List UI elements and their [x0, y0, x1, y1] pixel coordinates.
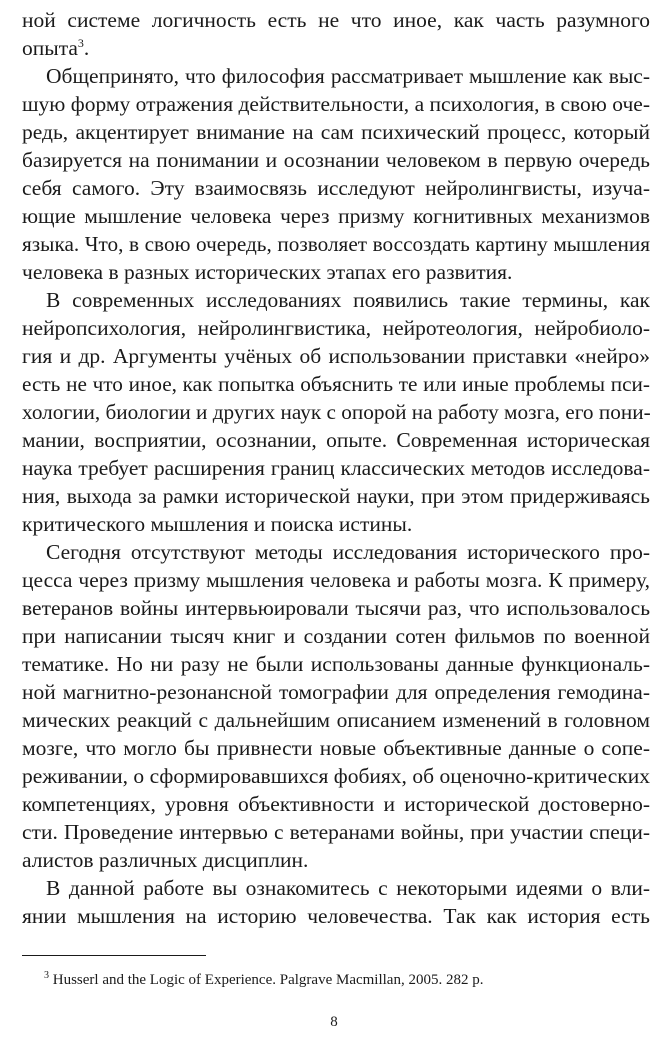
text-line: опыта$^3$. — [22, 35, 90, 60]
text-line: ной магнитно-резонансной томографии для определения гемодина- — [22, 680, 650, 704]
footnote-divider — [22, 955, 206, 956]
text-line: цесса через призму мышления человека и работы мозга. К примеру, — [22, 568, 650, 592]
text-line: себя самого. Эту взаимосвязь исследуют нейролингвисты, изуча- — [22, 176, 650, 200]
text-line: янии мышления на историю человечества. Так как история есть — [22, 904, 650, 928]
text-line: ющие мышление человека через призму когнитивных механизмов — [22, 204, 650, 228]
footnote — [44, 970, 483, 990]
text-line: мозге, что могло бы привнести новые объективные данные о сопе- — [22, 736, 650, 760]
text-line: ния, выхода за рамки исторической науки, при этом придерживаясь — [22, 484, 650, 508]
text-fragment: опыта — [22, 36, 78, 60]
text-line: В данной работе вы ознакомитесь с некоторыми идеями о вли- — [46, 876, 650, 900]
text-line: ной системе логичность есть не что иное, как часть разумного — [22, 8, 650, 32]
text-line: редь, акцентирует внимание на сам психический процесс, который — [22, 120, 650, 144]
text-line: реживании, о сформировавшихся фобиях, об оценочно-критических — [22, 764, 650, 788]
text-line: алистов различных дисциплин. — [22, 848, 309, 872]
text-line: ветеранов войны интервьюировали тысячи раз, что использовалось — [22, 596, 650, 620]
text-line: языка. Что, в свою очередь, позволяет воссоздать картину мышления — [22, 232, 650, 256]
text-line: сти. Проведение интервью с ветеранами войны, при участии специ- — [22, 820, 650, 844]
text-line: Сегодня отсутствуют методы исследования исторического про- — [46, 540, 650, 564]
text-line: человека в разных исторических этапах его развития. — [22, 260, 513, 284]
text-line: критического мышления и поиска истины. — [22, 512, 413, 536]
text-line: компетенциях, уровня объективности и исторической достоверно- — [22, 792, 650, 816]
text-line: гия и др. Аргументы учёных об использовании приставки «нейро» — [22, 344, 650, 368]
text-line: есть не что иное, как попытка объяснить те или иные проблемы пси- — [22, 372, 650, 396]
text-line: тематике. Но ни разу не были использованы данные функциональ- — [22, 652, 650, 676]
text-line: базируется на понимании и осознании человеком в первую очередь — [22, 148, 650, 172]
footnote-text: Husserl and the Logic of Experience. Palgrave Macmillan, 2005. 282 p. — [52, 972, 484, 988]
footnote-reference[interactable]: 3 — [77, 35, 84, 50]
text-line: хологии, биологии и других наук с опорой на работу мозга, его пони- — [22, 400, 651, 424]
text-line: мании, восприятии, осознании, опыте. Современная историческая — [22, 428, 650, 452]
text-line: наука требует расширения границ классических методов исследова- — [22, 456, 650, 480]
text-line: нейропсихология, нейролингвистика, нейротеология, нейробиоло- — [22, 316, 650, 340]
text-line: при написании тысяч книг и создании сотен фильмов по военной — [22, 624, 650, 648]
page-number: 8 — [330, 1014, 338, 1030]
text-line: В современных исследованиях появились такие термины, как — [46, 288, 650, 312]
text-line: шую форму отражения действительности, а психология, в свою оче- — [22, 92, 650, 116]
footnote-marker: 3 — [44, 970, 49, 981]
text-line: Общепринято, что философия рассматривает мышление как выс- — [46, 64, 650, 88]
text-line: мических реакций с дальнейшим описанием изменений в головном — [22, 708, 650, 732]
